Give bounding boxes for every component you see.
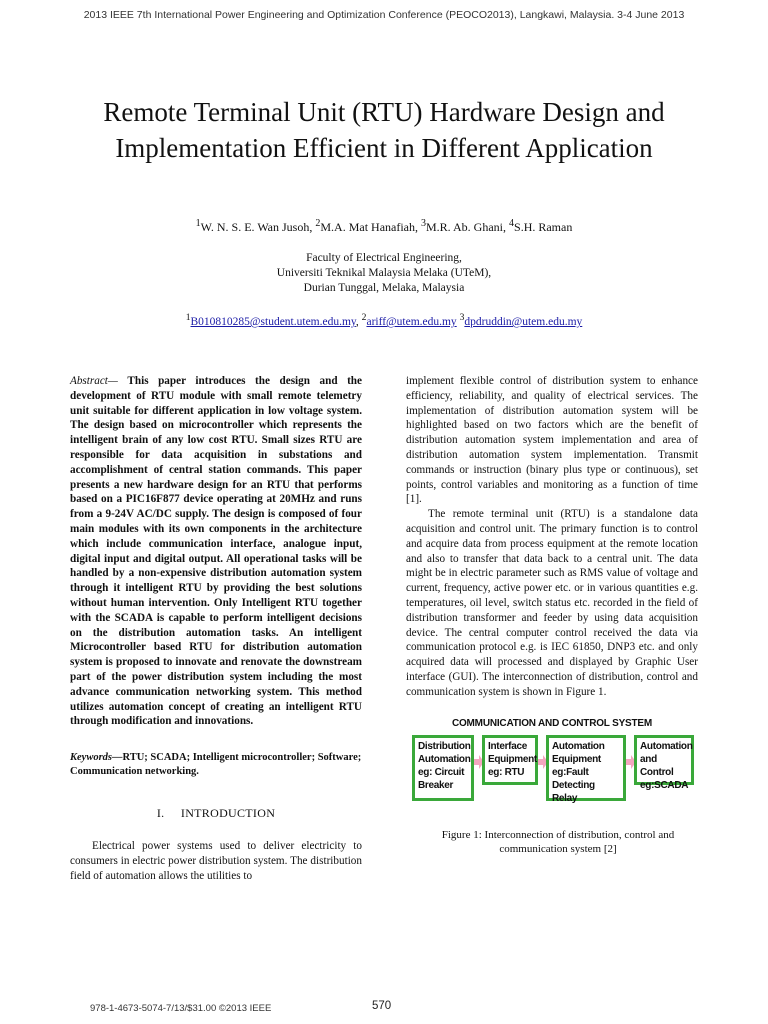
author-line <box>0 218 768 235</box>
fig-box-automation-equipment: Automation Equipment eg:Fault Detecting Relay <box>546 735 626 801</box>
figure-diagram <box>406 735 698 809</box>
author-name: M.R. Ab. Ghani, <box>426 220 510 234</box>
page-number: 570 <box>372 1000 392 1012</box>
author-name: M.A. Mat Hanafiah, <box>320 220 421 234</box>
email-link-3[interactable]: dpdruddin@utem.edu.my <box>464 315 583 328</box>
abstract-text: This paper introduces the design and the development of RTU module with small remote telemetry unit suitable for different application in low voltage system. The design based on microcontroller which represents the intelligent brain of any low cost RTU. Small sizes RTU are responsible for data acquisition in substations and accomplishment of central station commands. This paper presents a new hardware design for an RTU that performs based on a PIC16F877 device operating at 20MHz and runs from a 9-24V AC/DC supply. The design is composed of four main modules with its own components in the architecture which include communication interface, analogue input, digital input and digital output. All operational tasks will be handled by a non-expensive distribution automation system through it intelligent RTU by providing the best solutions without human intervention. Only Intelligent RTU together with the SCADA is capable to perform intelligent decisions on the distribution automation tasks. An intelligent Microcontroller based RTU for distribution automation system is proposed to innovate and renovate the downstream part of the power distribution system including the most advance communication networking system. This method utilizes automation concept of creating an intelligent RTU through modification and innovations. <box>70 375 362 728</box>
fig-box-interface: Interface Equipment eg: RTU <box>482 735 538 785</box>
keywords-label: Keywords— <box>70 752 123 764</box>
email-sep: , <box>355 315 362 328</box>
affiliation-line: Universiti Teknikal Malaysia Melaka (UTeM), <box>276 267 492 279</box>
fig-box-distribution: Distribution Automation eg: Circuit Breaker <box>412 735 474 801</box>
affiliation-line: Faculty of Electrical Engineering, <box>306 252 462 264</box>
author-sup: 1 <box>195 218 201 229</box>
fig-box-automation-control: Automation and Control eg:SCADA <box>634 735 694 785</box>
keywords-text: RTU; SCADA; Intelligent microcontroller; Software; Communication networking. <box>70 752 362 777</box>
section-heading-introduction: I. INTRODUCTION <box>156 806 276 821</box>
footer-isbn: 978-1-4673-5074-7/13/$31.00 ©2013 IEEE <box>90 1003 272 1014</box>
paper-title: Remote Terminal Unit (RTU) Hardware Design and Implementation Efficient in Different Application <box>103 97 665 163</box>
abstract-dash: — <box>107 375 128 387</box>
email-sup: 2 <box>361 312 367 323</box>
author-sup: 2 <box>315 218 321 229</box>
figure-1 <box>406 718 698 818</box>
email-link-1[interactable]: B010810285@student.utem.edu.my <box>190 315 356 328</box>
figure-caption: Figure 1: Interconnection of distribution, control and communication system [2] <box>441 828 675 855</box>
affiliation-line: Durian Tunggal, Melaka, Malaysia <box>303 282 465 294</box>
abstract-label: Abstract <box>70 375 108 387</box>
author-sup: 3 <box>421 218 426 229</box>
abstract <box>70 374 362 729</box>
conference-header: 2013 IEEE 7th International Power Engineering and Optimization Conference (PEOCO2013), Langkawi, Malaysia. 3-4 June 2013 <box>83 9 685 21</box>
author-name: S.H. Raman <box>514 220 573 234</box>
right-column <box>406 374 698 856</box>
email-sup: 1 <box>185 312 191 323</box>
affiliation-block <box>0 251 768 296</box>
intro-paragraph: Electrical power systems used to deliver electricity to consumers in electric power distribution system. The distribution field of automation allows the utilities to <box>70 840 362 882</box>
left-column <box>70 374 362 884</box>
author-sup: 4 <box>509 218 515 229</box>
email-line <box>0 312 768 328</box>
right-paragraph-2: The remote terminal unit (RTU) is a standalone data acquisition and control unit. The primary function is to control and acquire data from process equipment at the remote location and also to transfer that data back to a central unit. The data might be in electric parameter such as RMS value of voltage and current, frequency, active power etc. or in various quantities e.g. temperatures, oil level, switch status etc. recorded in the field of distribution transformer and feeder by using data acquisition device. The central computer control received the data via communication protocol e.g. is IEC 61850, DNP3 etc. and only acquired data will processed and displayed by Graphic User interface (GUI). The interconnection of distribution, control and communication system is shown in Figure 1. <box>406 508 698 698</box>
keywords <box>70 751 362 778</box>
right-paragraph-1: implement flexible control of distribution system to enhance efficiency, reliability, and quality of electrical services. The implementation of distribution automation system will be highlighted based on two factors which are the benefit of distribution automation system implementation and area of distribution automation system implementation. Transmit commands or instruction (binary plus type or continuous), set points, control variables and monitoring as a function of time [1]. <box>406 375 698 506</box>
email-link-2[interactable]: ariff@utem.edu.my <box>366 315 457 328</box>
email-sup: 3 <box>459 312 465 323</box>
author-name: W. N. S. E. Wan Jusoh, <box>200 220 316 234</box>
figure-title: COMMUNICATION AND CONTROL SYSTEM <box>451 717 653 729</box>
